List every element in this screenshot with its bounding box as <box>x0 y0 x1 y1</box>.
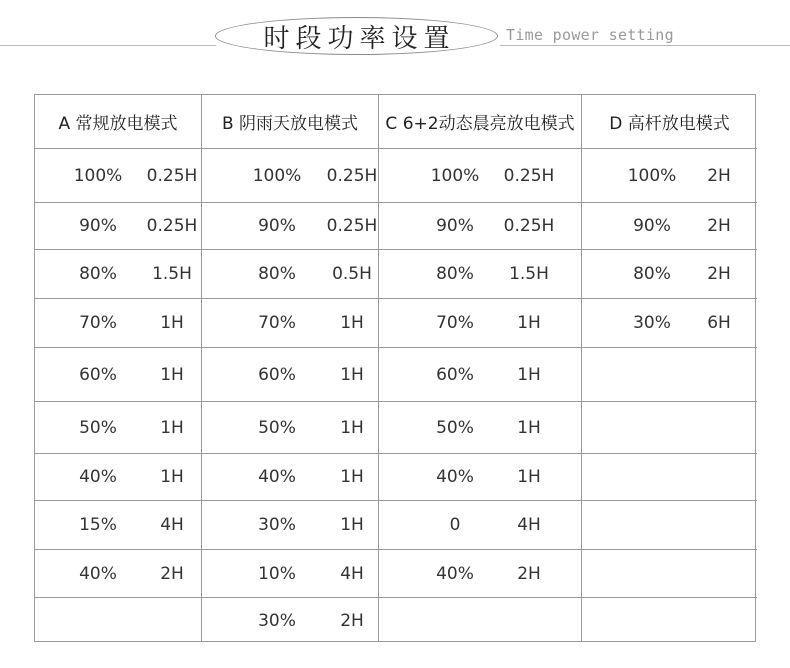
duration-hours <box>689 348 749 401</box>
duration-hours: 2H <box>340 610 364 631</box>
table-row <box>35 202 201 249</box>
duration-hours: 1H <box>340 417 364 438</box>
power-percent: 100% <box>73 165 123 186</box>
table-row <box>582 453 757 500</box>
duration-hours: 1H <box>340 467 364 487</box>
power-percent: 90% <box>633 216 671 236</box>
mode-column-b <box>202 95 379 641</box>
power-percent <box>623 454 681 500</box>
table-row <box>202 202 378 249</box>
table-row <box>582 597 757 643</box>
table-row <box>582 401 757 453</box>
power-percent: 40% <box>436 467 474 487</box>
header-rule-right <box>500 45 790 46</box>
table-row <box>202 347 378 401</box>
table-row <box>202 597 378 643</box>
power-percent <box>69 598 127 643</box>
duration-hours: 0.25H <box>146 165 198 186</box>
power-percent: 30% <box>258 515 296 535</box>
table-row <box>35 549 201 597</box>
duration-hours: 1H <box>160 364 184 385</box>
duration-hours: 1H <box>517 417 541 438</box>
duration-hours: 0.25H <box>326 216 378 236</box>
power-percent: 30% <box>633 313 671 333</box>
power-percent: 80% <box>633 264 671 284</box>
table-row <box>379 597 581 643</box>
duration-hours: 1H <box>160 313 184 333</box>
duration-hours: 1.5H <box>152 264 192 284</box>
duration-hours: 1H <box>340 364 364 385</box>
column-heading: D 高杆放电模式 <box>609 114 730 134</box>
duration-hours: 1.5H <box>509 264 549 284</box>
power-schedule-table <box>34 94 756 642</box>
table-row <box>379 453 581 500</box>
table-row <box>202 249 378 298</box>
power-percent: 40% <box>258 467 296 487</box>
title-badge <box>215 17 498 55</box>
table-row <box>202 148 378 202</box>
duration-hours: 4H <box>160 515 184 535</box>
power-percent: 70% <box>79 313 117 333</box>
power-percent: 100% <box>430 165 480 186</box>
duration-hours: 6H <box>707 313 731 333</box>
page-title: 时段功率设置 <box>263 23 456 54</box>
duration-hours: 1H <box>340 313 364 333</box>
table-row <box>379 347 581 401</box>
duration-hours <box>689 598 749 643</box>
duration-hours: 1H <box>160 467 184 487</box>
mode-column-d <box>582 95 757 641</box>
power-percent: 30% <box>258 610 296 631</box>
power-percent: 100% <box>252 165 302 186</box>
table-row <box>582 298 757 347</box>
power-percent <box>623 598 681 643</box>
power-percent: 15% <box>79 515 117 535</box>
duration-hours: 4H <box>340 563 364 584</box>
duration-hours: 4H <box>517 515 541 535</box>
table-row <box>35 347 201 401</box>
power-percent <box>623 501 681 549</box>
column-heading: C 6+2动态晨亮放电模式 <box>385 114 575 134</box>
table-row <box>379 500 581 549</box>
table-row <box>202 453 378 500</box>
table-row <box>582 249 757 298</box>
duration-hours: 0.25H <box>503 216 555 236</box>
table-row <box>582 148 757 202</box>
duration-hours: 1H <box>517 364 541 385</box>
duration-hours: 2H <box>707 165 731 186</box>
power-percent: 80% <box>258 264 296 284</box>
power-percent: 60% <box>258 364 296 385</box>
power-percent: 60% <box>79 364 117 385</box>
power-percent: 90% <box>79 216 117 236</box>
column-heading: A 常规放电模式 <box>58 114 178 134</box>
power-percent: 70% <box>436 313 474 333</box>
power-percent: 40% <box>79 563 117 584</box>
page-subtitle: Time power setting <box>506 26 674 44</box>
table-row <box>379 401 581 453</box>
duration-hours: 0.5H <box>332 264 372 284</box>
power-percent: 50% <box>258 417 296 438</box>
power-percent: 90% <box>436 216 474 236</box>
power-percent: 0 <box>449 515 461 535</box>
header-rule-left <box>0 45 216 46</box>
duration-hours <box>689 550 749 597</box>
duration-hours: 0.25H <box>146 216 198 236</box>
duration-hours <box>689 501 749 549</box>
table-row <box>35 148 201 202</box>
table-row <box>379 148 581 202</box>
power-percent: 40% <box>79 467 117 487</box>
duration-hours: 2H <box>517 563 541 584</box>
table-row <box>35 298 201 347</box>
duration-hours: 1H <box>160 417 184 438</box>
power-percent: 80% <box>436 264 474 284</box>
table-row <box>202 401 378 453</box>
duration-hours: 2H <box>707 216 731 236</box>
power-percent <box>623 402 681 453</box>
power-percent: 10% <box>258 563 296 584</box>
power-percent: 60% <box>436 364 474 385</box>
power-percent <box>623 550 681 597</box>
duration-hours <box>499 598 559 643</box>
duration-hours <box>689 402 749 453</box>
table-row <box>379 549 581 597</box>
table-row <box>582 500 757 549</box>
table-row <box>35 249 201 298</box>
table-row <box>202 549 378 597</box>
table-row <box>35 401 201 453</box>
duration-hours: 2H <box>160 563 184 584</box>
duration-hours: 0.25H <box>503 165 555 186</box>
power-percent: 80% <box>79 264 117 284</box>
power-percent: 70% <box>258 313 296 333</box>
power-percent: 100% <box>627 165 677 186</box>
table-row <box>379 249 581 298</box>
table-row <box>35 597 201 643</box>
power-percent: 50% <box>79 417 117 438</box>
duration-hours: 1H <box>340 515 364 535</box>
table-row <box>35 500 201 549</box>
table-row <box>379 202 581 249</box>
power-percent <box>426 598 484 643</box>
table-row <box>202 298 378 347</box>
duration-hours: 0.25H <box>326 165 378 186</box>
power-percent <box>623 348 681 401</box>
duration-hours <box>142 598 202 643</box>
power-percent: 50% <box>436 417 474 438</box>
duration-hours: 2H <box>707 264 731 284</box>
table-row <box>202 500 378 549</box>
table-row <box>35 453 201 500</box>
table-row <box>582 549 757 597</box>
table-row <box>582 202 757 249</box>
duration-hours: 1H <box>517 313 541 333</box>
column-heading: B 阴雨天放电模式 <box>221 114 359 134</box>
power-percent: 40% <box>436 563 474 584</box>
duration-hours <box>689 454 749 500</box>
duration-hours: 1H <box>517 467 541 487</box>
table-row <box>379 298 581 347</box>
power-percent: 90% <box>258 216 296 236</box>
table-row <box>582 347 757 401</box>
mode-column-a <box>35 95 202 641</box>
mode-column-c <box>379 95 582 641</box>
